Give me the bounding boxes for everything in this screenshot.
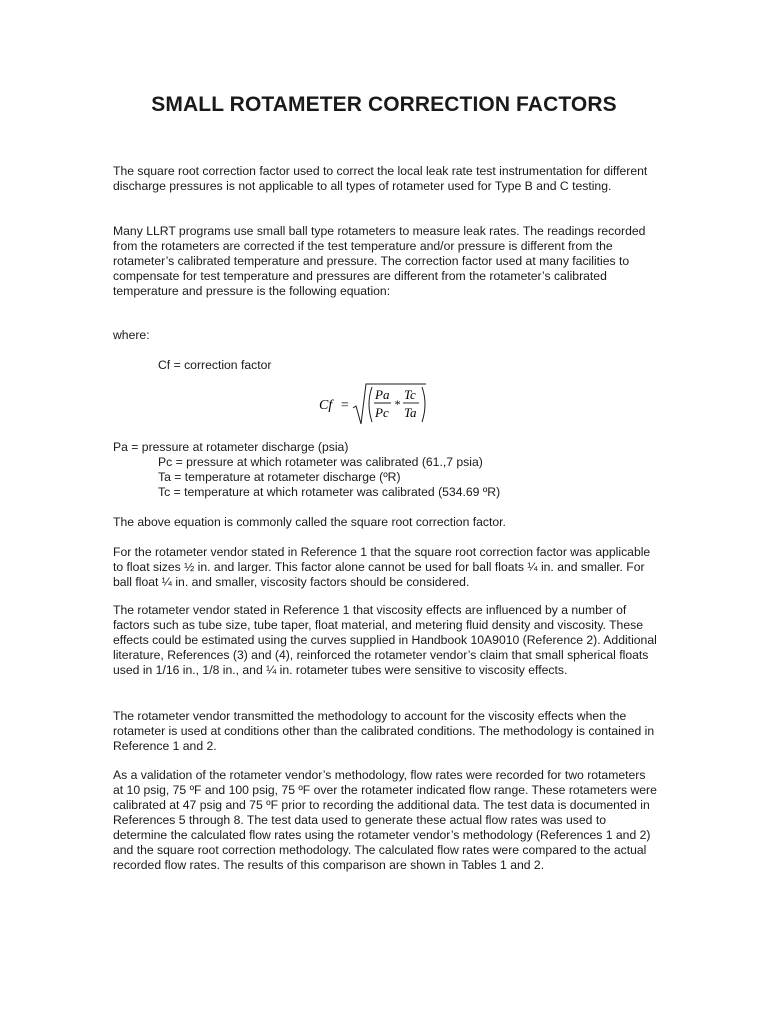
- equation-lhs: Cf: [319, 398, 333, 413]
- float-size-paragraph: For the rotameter vendor stated in Reference 1 that the square root correction factor was applicable to float sizes ½ in. and larger. This factor alone cannot be used for ball floats ¼ in. and smaller. For ball float ¼ in. and smaller, viscosity factors should be considered.: [113, 545, 651, 589]
- right-paren: [422, 387, 425, 422]
- cf-definition: Cf = correction factor: [158, 358, 272, 372]
- where-label: where:: [113, 328, 150, 342]
- correction-factor-equation: [318, 382, 438, 428]
- viscosity-paragraph: The rotameter vendor stated in Reference 1 that viscosity effects are influenced by a number of factors such as tube size, tube taper, float material, and metering fluid density and viscosity. These effects could be estimated using the curves supplied in Handbook 10A9010 (Reference 2). Additional literature, References (3) and (4), reinforced the rotameter vendor’s claim that small spherical floats used in 1/16 in., 1/8 in., and ¼ in. rotameter tubes were sensitive to viscosity effects.: [113, 603, 657, 677]
- square-root-note: The above equation is commonly called the square root correction factor.: [113, 515, 506, 529]
- fraction2-numerator: Tc: [404, 387, 416, 402]
- validation-paragraph: As a validation of the rotameter vendor’s methodology, flow rates were recorded for two rotameters at 10 psig, 75 ºF and 100 psig, 75 ºF over the rotameter indicated flow range. These rotameters were calibrated at 47 psig and 75 ºF prior to recording the additional data. The test data is documented in References 5 through 8. The test data used to generate these actual flow rates was used to determine the calculated flow rates using the rotameter vendor’s methodology (References 1 and 2) and the square root correction methodology. The calculated flow rates were compared to the actual recorded flow rates. The results of this comparison are shown in Tables 1 and 2.: [113, 768, 657, 872]
- llrt-paragraph: Many LLRT programs use small ball type rotameters to measure leak rates. The readings recorded from the rotameters are corrected if the test temperature and/or pressure is different from the rotameter’s calibrated temperature and pressure. The correction factor used at many facilities to compensate for test temperature and pressures are different from the rotameter’s calibrated temperature and pressure is the following equation:: [113, 224, 646, 298]
- methodology-paragraph: The rotameter vendor transmitted the methodology to account for the viscosity effects when the rotameter is used at conditions other than the calibrated conditions. The methodology is contained in Reference 1 and 2.: [113, 709, 655, 753]
- page-title: SMALL ROTAMETER CORRECTION FACTORS: [151, 93, 617, 116]
- intro-paragraph: The square root correction factor used to correct the local leak rate test instrumentation for different discharge pressures is not applicable to all types of rotameter used for Type B and C testing.: [113, 164, 648, 193]
- fraction1-denominator: Pc: [375, 405, 389, 420]
- fraction1-numerator: Pa: [375, 387, 390, 402]
- fraction2-denominator: Ta: [404, 405, 417, 420]
- pa-definition: Pa = pressure at rotameter discharge (psia): [113, 440, 349, 454]
- pc-definition: Pc = pressure at which rotameter was calibrated (61.,7 psia): [158, 455, 483, 469]
- equation-equals: =: [340, 398, 350, 413]
- multiply-sign: *: [394, 397, 400, 411]
- tc-definition: Tc = temperature at which rotameter was calibrated (534.69 ºR): [158, 485, 501, 499]
- left-paren: [369, 387, 372, 422]
- equation-svg: [318, 382, 438, 428]
- ta-definition: Ta = temperature at rotameter discharge (ºR): [158, 470, 401, 484]
